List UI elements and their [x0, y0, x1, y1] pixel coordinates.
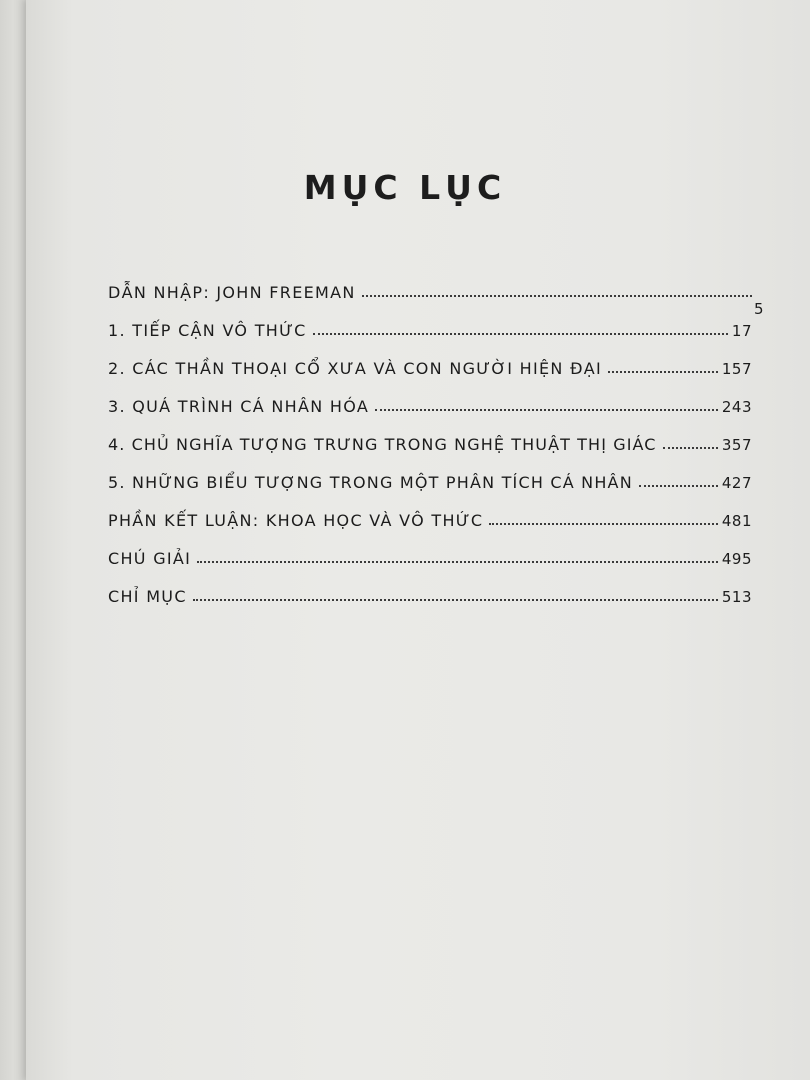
toc-entry-index[interactable] [108, 582, 752, 606]
toc-entry-chapter-5[interactable] [108, 468, 752, 492]
toc-entry-notes[interactable] [108, 544, 752, 568]
toc-entry-chapter-3[interactable] [108, 392, 752, 416]
toc-entry-label: CHÚ GIẢI [108, 549, 192, 568]
toc-entry-introduction[interactable] [108, 278, 764, 318]
toc-leader-dots [608, 371, 718, 373]
toc-entry-page: 243 [721, 398, 752, 416]
toc-entry-label: 5. NHỮNG BIỂU TƯỢNG TRONG MỘT PHÂN TÍCH CÁ NHÂN [108, 473, 633, 492]
toc-leader-dots [639, 485, 718, 487]
toc-leader-dots [489, 523, 718, 525]
toc-entry-label: PHẦN KẾT LUẬN: KHOA HỌC VÀ VÔ THỨC [108, 511, 484, 530]
toc-entry-label: 1. TIẾP CẬN VÔ THỨC [108, 321, 307, 340]
toc-entry-page: 513 [721, 588, 752, 606]
toc-leader-dots [663, 447, 718, 449]
toc-entry-label: 3. QUÁ TRÌNH CÁ NHÂN HÓA [108, 397, 370, 416]
toc-entry-chapter-4[interactable] [108, 430, 752, 454]
toc-leader-dots [375, 409, 718, 411]
toc-entry-page: 427 [721, 474, 752, 492]
toc-leader-dots [197, 561, 718, 563]
toc-entry-label: DẪN NHẬP: JOHN FREEMAN [108, 283, 356, 302]
toc-leader-dots [193, 599, 718, 601]
table-of-contents [108, 278, 764, 620]
toc-entry-page: 495 [721, 550, 752, 568]
toc-entry-page: 5 [753, 300, 764, 318]
toc-entry-conclusion[interactable] [108, 506, 752, 530]
toc-entry-chapter-2[interactable] [108, 354, 752, 378]
toc-entry-label: 4. CHỦ NGHĨA TƯỢNG TRƯNG TRONG NGHỆ THUẬT THỊ GIÁC [108, 435, 657, 454]
toc-entry-page: 357 [721, 436, 752, 454]
toc-leader-dots [313, 333, 728, 335]
toc-entry-page: 157 [721, 360, 752, 378]
book-page [26, 0, 810, 1080]
toc-entry-label: 2. CÁC THẦN THOẠI CỔ XƯA VÀ CON NGƯỜI HIỆN ĐẠI [108, 359, 603, 378]
toc-entry-label: CHỈ MỤC [108, 587, 187, 606]
page-title: MỤC LỤC [303, 168, 507, 207]
toc-entry-page: 481 [721, 512, 752, 530]
toc-entry-chapter-1[interactable] [108, 316, 752, 340]
toc-leader-dots [362, 295, 752, 297]
toc-entry-page: 17 [731, 322, 752, 340]
page-edge [0, 0, 26, 1080]
